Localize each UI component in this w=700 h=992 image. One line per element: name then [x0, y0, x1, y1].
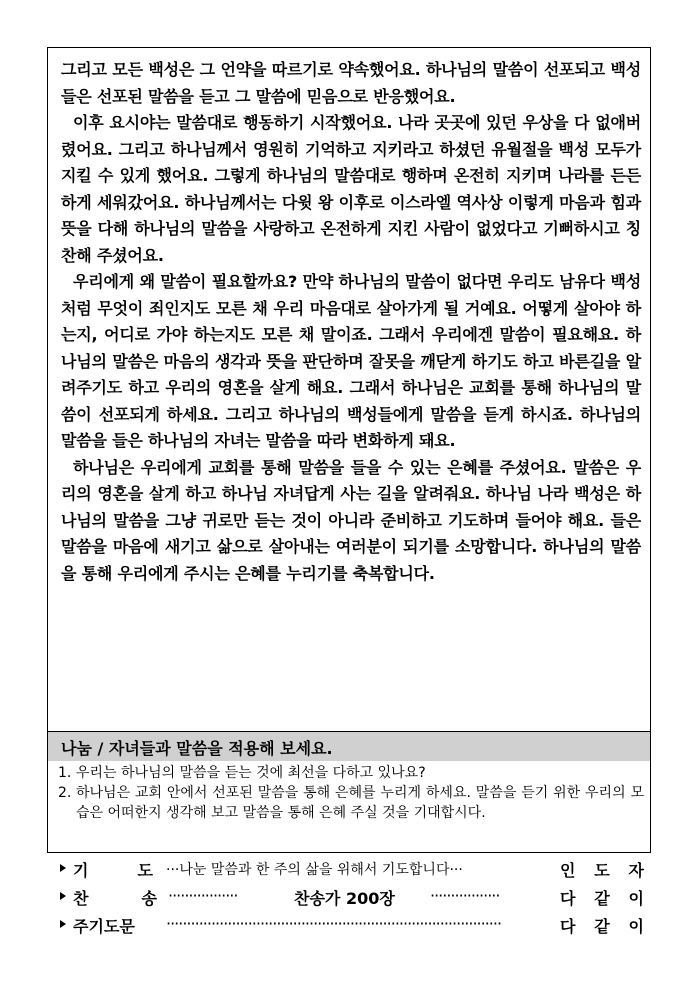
- order-label: 찬 송: [73, 889, 157, 908]
- paragraph: 그리고 모든 백성은 그 언약을 따르기로 약속했어요. 하나님의 말씀이 선포되고 백성들은 선포된 말씀을 듣고 그 말씀에 믿음으로 반응했어요.: [61, 60, 641, 106]
- question-item: [58, 763, 644, 783]
- order-leader: 인 도 자: [560, 861, 644, 880]
- question-number: 2.: [58, 785, 72, 801]
- order-dots: ··················································································: [166, 914, 502, 933]
- question-text: 우리는 하나님의 말씀을 듣는 것에 최선을 다하고 있나요?: [76, 765, 426, 781]
- question-item: [58, 783, 644, 823]
- paragraph: 이후 요시야는 말씀대로 행동하기 시작했어요. 나라 곳곳에 있던 우상을 다 없애버렸어요. 그리고 하나님께서 영원히 기억하고 지키라고 하셨던 유월절을 백성 모두가 지킬 수 있게 했어요. 그렇게 하나님의 말씀대로 행하며 온전히 지키며 나라를 든든하게 세워갔어요. 하나님께서는 다윗 왕 이후로 이스라엘 역사상 이렇게 마음과 힘과 뜻을 다해 하나님의 말씀을 사랑하고 온전하게 지킨 사람이 없었다고 기뻐하시고 칭찬해 주셨어요.: [61, 113, 641, 265]
- triangle-bullet-icon: [60, 892, 66, 900]
- order-label: 기 도: [73, 861, 153, 880]
- share-title: 나눔 / 자녀들과 말씀을 적용해 보세요.: [61, 739, 333, 758]
- order-label: 주 기 도 문: [73, 917, 135, 936]
- order-row-prayer: [60, 858, 644, 884]
- question-list: [58, 763, 644, 823]
- paragraph: 우리에게 왜 말씀이 필요할까요? 만약 하나님의 말씀이 없다면 우리도 남유다 백성처럼 무엇이 죄인지도 모른 채 우리 마음대로 살아가게 될 거예요. 어떻게 살아야 하는지, 어디로 가야 하는지도 모른 채 말이죠. 그래서 우리에겐 말씀이 필요해요. 하나님의 말씀은 마음의 생각과 뜻을 판단하며 잘못을 깨닫게 하기도 하고 바른길을 알려주기도 하고 우리의 영혼을 살게 해요. 그래서 하나님은 교회를 통해 하나님의 말씀이 선포되게 하세요. 그리고 하나님의 백성들에게 말씀을 듣게 하시죠. 하나님의 말씀을 들은 하나님의 자녀는 말씀을 따라 변화하게 돼요.: [61, 272, 641, 450]
- order-row-hymn: [60, 886, 644, 912]
- order-dots: ·················: [168, 886, 238, 905]
- order-description: ···나눈 말씀과 한 주의 삶을 위해서 기도합니다···: [166, 862, 463, 878]
- order-leader: 다 같 이: [560, 889, 644, 908]
- share-section-header: [48, 731, 650, 761]
- question-number: 1.: [58, 765, 72, 781]
- order-dots: ·················: [430, 886, 500, 905]
- sermon-body: [61, 57, 641, 587]
- order-leader: 다 같 이: [560, 917, 644, 936]
- triangle-bullet-icon: [60, 864, 66, 872]
- question-text: 하나님은 교회 안에서 선포된 말씀을 통해 은혜를 누리게 하세요. 말씀을 듣기 위한 우리의 모습은 어떠한지 생각해 보고 말씀을 통해 은혜 주실 것을 기대합시다.: [76, 785, 644, 821]
- order-description: 찬송가 200장: [294, 889, 395, 908]
- paragraph: 하나님은 우리에게 교회를 통해 말씀을 들을 수 있는 은혜를 주셨어요. 말씀은 우리의 영혼을 살게 하고 하나님 자녀답게 사는 길을 알려줘요. 하나님 나라 백성은 하나님의 말씀을 그냥 귀로만 듣는 것이 아니라 준비하고 기도하며 들어야 해요. 들은 말씀을 마음에 새기고 삶으로 살아내는 여러분이 되기를 소망합니다. 하나님의 말씀을 통해 우리에게 주시는 은혜를 누리기를 축복합니다.: [61, 457, 641, 583]
- order-row-lords-prayer: [60, 914, 644, 940]
- triangle-bullet-icon: [60, 920, 66, 928]
